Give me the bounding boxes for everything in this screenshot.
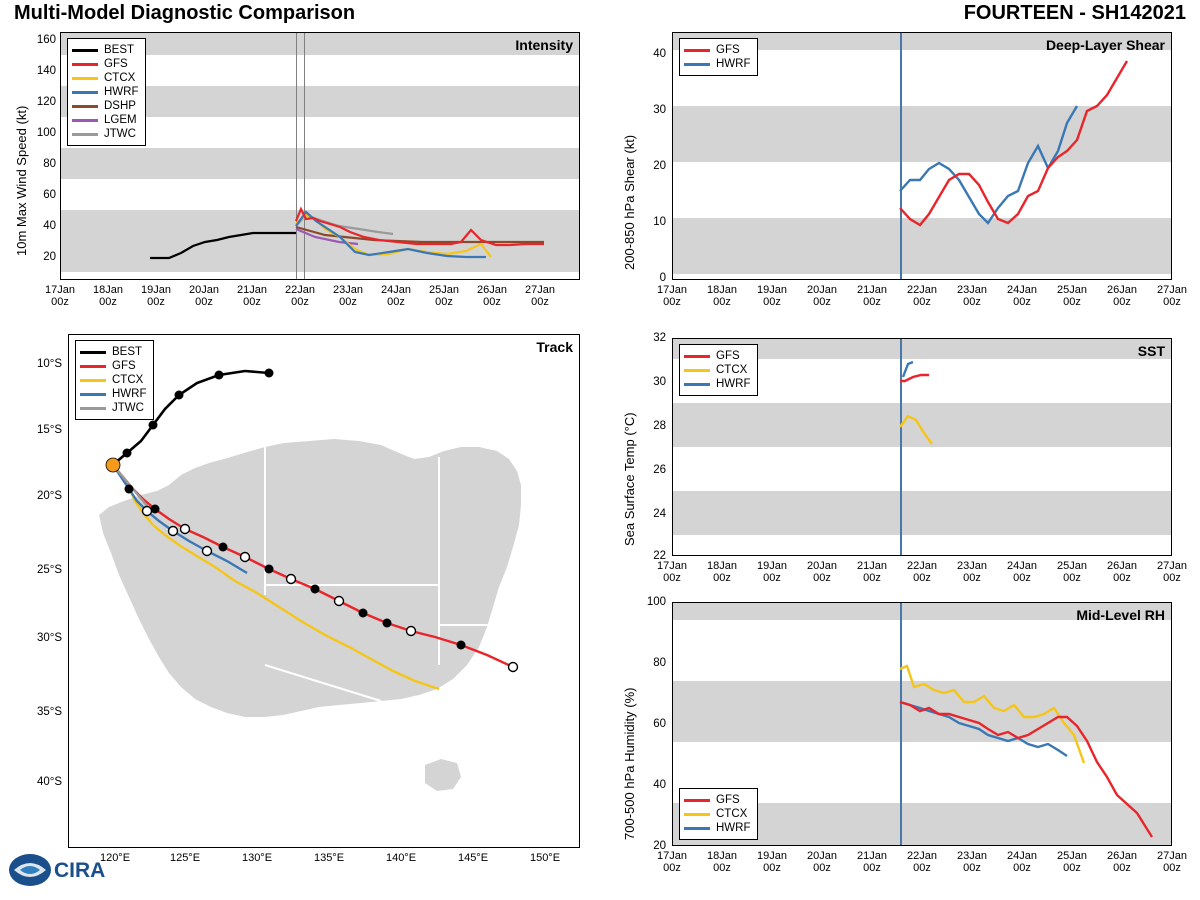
y-tick: 10 xyxy=(653,216,666,228)
legend-item-label: DSHP xyxy=(104,100,136,112)
rh-legend xyxy=(679,788,758,840)
x-tick: 26Jan 00z xyxy=(1107,560,1137,584)
y-tick: 160 xyxy=(36,34,56,46)
legend-item-label: HWRF xyxy=(716,822,751,834)
intensity-panel-label: Intensity xyxy=(515,37,573,53)
x-tick: 19Jan 00z xyxy=(757,284,787,308)
x-tick: 25Jan 00z xyxy=(1057,850,1087,874)
x-tick: 25Jan 00z xyxy=(429,284,459,308)
x-tick: 27Jan 00z xyxy=(1157,560,1187,584)
x-tick: 23Jan 00z xyxy=(957,850,987,874)
y-tick: 22 xyxy=(653,550,666,562)
y-tick: 40 xyxy=(653,48,666,60)
legend-item-label: JTWC xyxy=(104,128,136,140)
x-tick: 17Jan 00z xyxy=(657,850,687,874)
track-legend xyxy=(75,340,154,420)
x-tick: 20Jan 00z xyxy=(189,284,219,308)
legend-item-label: BEST xyxy=(104,44,135,56)
y-tick: 20°S xyxy=(36,490,62,502)
cira-logo xyxy=(8,850,118,890)
x-tick: 23Jan 00z xyxy=(957,560,987,584)
x-tick: 24Jan 00z xyxy=(1007,560,1037,584)
x-tick: 20Jan 00z xyxy=(807,560,837,584)
x-tick: 21Jan 00z xyxy=(857,284,887,308)
shear-legend xyxy=(679,38,758,76)
y-tick: 20 xyxy=(653,160,666,172)
x-tick: 17Jan 00z xyxy=(657,560,687,584)
legend-item-label: GFS xyxy=(112,360,136,372)
x-tick: 18Jan 00z xyxy=(707,560,737,584)
y-tick: 100 xyxy=(36,127,56,139)
legend-item-label: GFS xyxy=(716,44,740,56)
x-tick: 25Jan 00z xyxy=(1057,284,1087,308)
legend-item-label: HWRF xyxy=(716,58,751,70)
legend-item-label: BEST xyxy=(112,346,143,358)
x-tick: 22Jan 00z xyxy=(907,284,937,308)
y-tick: 26 xyxy=(653,464,666,476)
legend-item-label: HWRF xyxy=(104,86,139,98)
legend-item-label: CTCX xyxy=(716,364,748,376)
x-tick: 18Jan 00z xyxy=(93,284,123,308)
legend-item-label: CTCX xyxy=(104,72,136,84)
x-tick: 140°E xyxy=(385,852,417,864)
y-tick: 15°S xyxy=(36,424,62,436)
x-tick: 19Jan 00z xyxy=(141,284,171,308)
x-tick: 145°E xyxy=(457,852,489,864)
x-tick: 22Jan 00z xyxy=(285,284,315,308)
sst-y-axis-label: Sea Surface Temp (°C) xyxy=(622,412,637,546)
y-tick: 100 xyxy=(646,596,666,608)
x-tick: 125°E xyxy=(169,852,201,864)
y-tick: 60 xyxy=(653,718,666,730)
track-plot xyxy=(68,334,580,848)
sst-legend xyxy=(679,344,758,396)
shear-y-axis-label: 200-850 hPa Shear (kt) xyxy=(622,134,637,270)
x-tick: 130°E xyxy=(241,852,273,864)
intensity-legend xyxy=(67,38,146,146)
legend-item-label: CTCX xyxy=(716,808,748,820)
y-tick: 20 xyxy=(653,840,666,852)
x-tick: 25Jan 00z xyxy=(1057,560,1087,584)
legend-item-label: HWRF xyxy=(716,378,751,390)
x-tick: 17Jan 00z xyxy=(657,284,687,308)
x-tick: 26Jan 00z xyxy=(1107,850,1137,874)
y-tick: 10°S xyxy=(36,358,62,370)
rh-panel-label: Mid-Level RH xyxy=(1076,607,1165,623)
legend-item-label: HWRF xyxy=(112,388,147,400)
x-tick: 135°E xyxy=(313,852,345,864)
x-tick: 18Jan 00z xyxy=(707,284,737,308)
x-tick: 19Jan 00z xyxy=(757,850,787,874)
page-title-right: FOURTEEN - SH142021 xyxy=(963,2,1186,24)
x-tick: 26Jan 00z xyxy=(1107,284,1137,308)
rh-panel xyxy=(600,594,1200,886)
page-title-left: Multi-Model Diagnostic Comparison xyxy=(14,2,356,24)
legend-item-label: LGEM xyxy=(104,114,137,126)
legend-item-label: JTWC xyxy=(112,402,144,414)
y-tick: 30°S xyxy=(36,632,62,644)
x-tick: 150°E xyxy=(529,852,561,864)
track-panel-label: Track xyxy=(536,339,573,355)
legend-item-label: GFS xyxy=(716,350,740,362)
y-tick: 32 xyxy=(653,332,666,344)
y-tick: 28 xyxy=(653,420,666,432)
y-tick: 30 xyxy=(653,104,666,116)
y-tick: 80 xyxy=(43,158,56,170)
x-tick: 21Jan 00z xyxy=(857,560,887,584)
x-tick: 26Jan 00z xyxy=(477,284,507,308)
logo-text: CIRA xyxy=(54,859,106,882)
x-tick: 23Jan 00z xyxy=(333,284,363,308)
sst-panel xyxy=(600,330,1200,590)
x-tick: 19Jan 00z xyxy=(757,560,787,584)
shear-panel xyxy=(600,24,1200,314)
y-tick: 20 xyxy=(43,251,56,263)
x-tick: 24Jan 00z xyxy=(1007,284,1037,308)
x-tick: 24Jan 00z xyxy=(1007,850,1037,874)
y-tick: 60 xyxy=(43,189,56,201)
intensity-y-axis-label: 10m Max Wind Speed (kt) xyxy=(14,105,29,256)
x-tick: 18Jan 00z xyxy=(707,850,737,874)
shear-plot xyxy=(672,32,1172,280)
rh-y-axis-label: 700-500 hPa Humidity (%) xyxy=(622,687,637,840)
y-tick: 140 xyxy=(36,65,56,77)
sst-panel-label: SST xyxy=(1137,343,1165,359)
x-tick: 21Jan 00z xyxy=(857,850,887,874)
x-tick: 17Jan 00z xyxy=(45,284,75,308)
intensity-plot xyxy=(60,32,580,280)
y-tick: 24 xyxy=(653,508,666,520)
legend-item-label: GFS xyxy=(716,794,740,806)
x-tick: 20Jan 00z xyxy=(807,284,837,308)
x-tick: 27Jan 00z xyxy=(1157,284,1187,308)
x-tick: 24Jan 00z xyxy=(381,284,411,308)
y-tick: 30 xyxy=(653,376,666,388)
x-tick: 21Jan 00z xyxy=(237,284,267,308)
shear-panel-label: Deep-Layer Shear xyxy=(1045,37,1165,53)
sst-plot xyxy=(672,338,1172,556)
x-tick: 120°E xyxy=(99,852,131,864)
y-tick: 0 xyxy=(659,272,666,284)
y-tick: 120 xyxy=(36,96,56,108)
legend-item-label: GFS xyxy=(104,58,128,70)
x-tick: 27Jan 00z xyxy=(525,284,555,308)
y-tick: 35°S xyxy=(36,706,62,718)
x-tick: 27Jan 00z xyxy=(1157,850,1187,874)
y-tick: 40°S xyxy=(36,776,62,788)
x-tick: 23Jan 00z xyxy=(957,284,987,308)
y-tick: 40 xyxy=(43,220,56,232)
x-tick: 20Jan 00z xyxy=(807,850,837,874)
x-tick: 22Jan 00z xyxy=(907,850,937,874)
y-tick: 40 xyxy=(653,779,666,791)
rh-plot xyxy=(672,602,1172,846)
y-tick: 25°S xyxy=(36,564,62,576)
track-panel xyxy=(0,326,590,886)
y-tick: 80 xyxy=(653,657,666,669)
intensity-panel xyxy=(0,24,590,314)
legend-item-label: CTCX xyxy=(112,374,144,386)
x-tick: 22Jan 00z xyxy=(907,560,937,584)
